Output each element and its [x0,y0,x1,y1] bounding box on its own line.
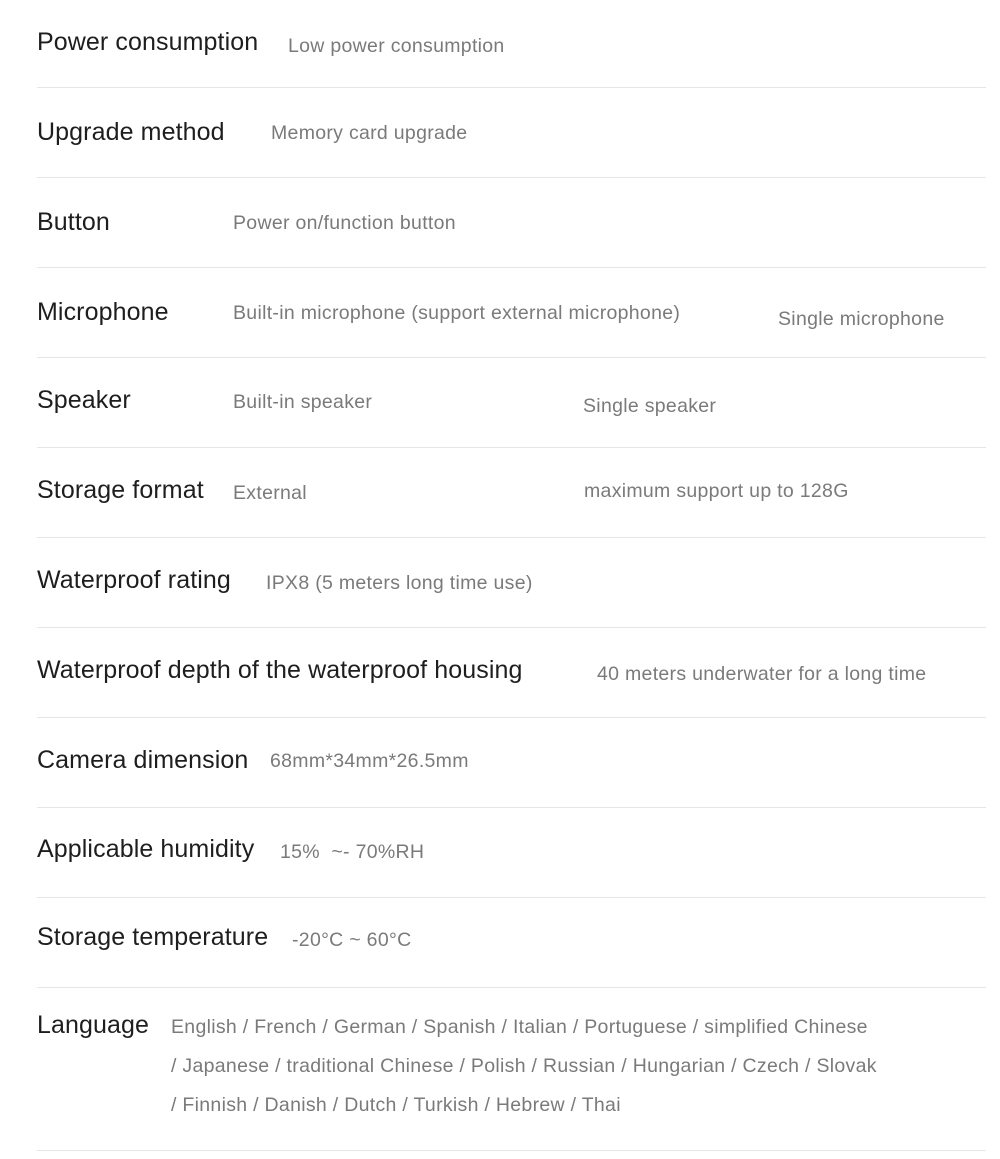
spec-row-waterproof-depth [37,628,986,718]
spec-value: 15% ~- 70%RH [280,841,425,863]
spec-value: Low power consumption [288,35,505,57]
spec-label: Power consumption [37,28,259,56]
spec-value: IPX8 (5 meters long time use) [266,572,533,594]
spec-value: Built-in microphone (support external microphone) [233,302,681,324]
spec-label: Language [37,1011,150,1039]
spec-label: Camera dimension [37,746,249,774]
spec-label: Button [37,208,110,236]
spec-row-waterproof-rating [37,538,986,628]
spec-row-upgrade-method [37,88,986,178]
spec-value: 68mm*34mm*26.5mm [270,750,469,772]
spec-row-storage-format [37,448,986,538]
spec-label: Storage format [37,476,204,504]
language-line: / Finnish / Danish / Dutch / Turkish / Hebrew / Thai [171,1094,621,1116]
spec-value-secondary: maximum support up to 128G [584,480,849,502]
spec-row-microphone [37,268,986,358]
spec-value: 40 meters underwater for a long time [597,663,927,685]
spec-value-secondary: Single speaker [583,395,717,417]
spec-label: Storage temperature [37,923,269,951]
language-list [171,1008,877,1125]
spec-label: Waterproof rating [37,566,231,594]
spec-label: Applicable humidity [37,835,255,863]
spec-row-camera-dimension [37,718,986,808]
spec-value-secondary: Single microphone [778,308,945,330]
spec-row-storage-temperature [37,898,986,988]
spec-value: Memory card upgrade [271,122,468,144]
spec-row-language [37,988,986,1151]
spec-row-power-consumption [37,0,986,88]
spec-value: -20°C ~ 60°C [292,929,412,951]
spec-row-applicable-humidity [37,808,986,898]
language-line: / Japanese / traditional Chinese / Polish / Russian / Hungarian / Czech / Slovak [171,1055,877,1077]
spec-row-speaker [37,358,986,448]
spec-label: Waterproof depth of the waterproof housing [37,656,523,684]
spec-value: Power on/function button [233,212,456,234]
language-line: English / French / German / Spanish / Italian / Portuguese / simplified Chinese [171,1016,868,1038]
spec-table [37,0,986,1151]
spec-label: Upgrade method [37,118,225,146]
spec-value: Built-in speaker [233,391,373,413]
spec-row-button [37,178,986,268]
spec-label: Microphone [37,298,169,326]
spec-label: Speaker [37,386,131,414]
spec-value: External [233,482,307,504]
